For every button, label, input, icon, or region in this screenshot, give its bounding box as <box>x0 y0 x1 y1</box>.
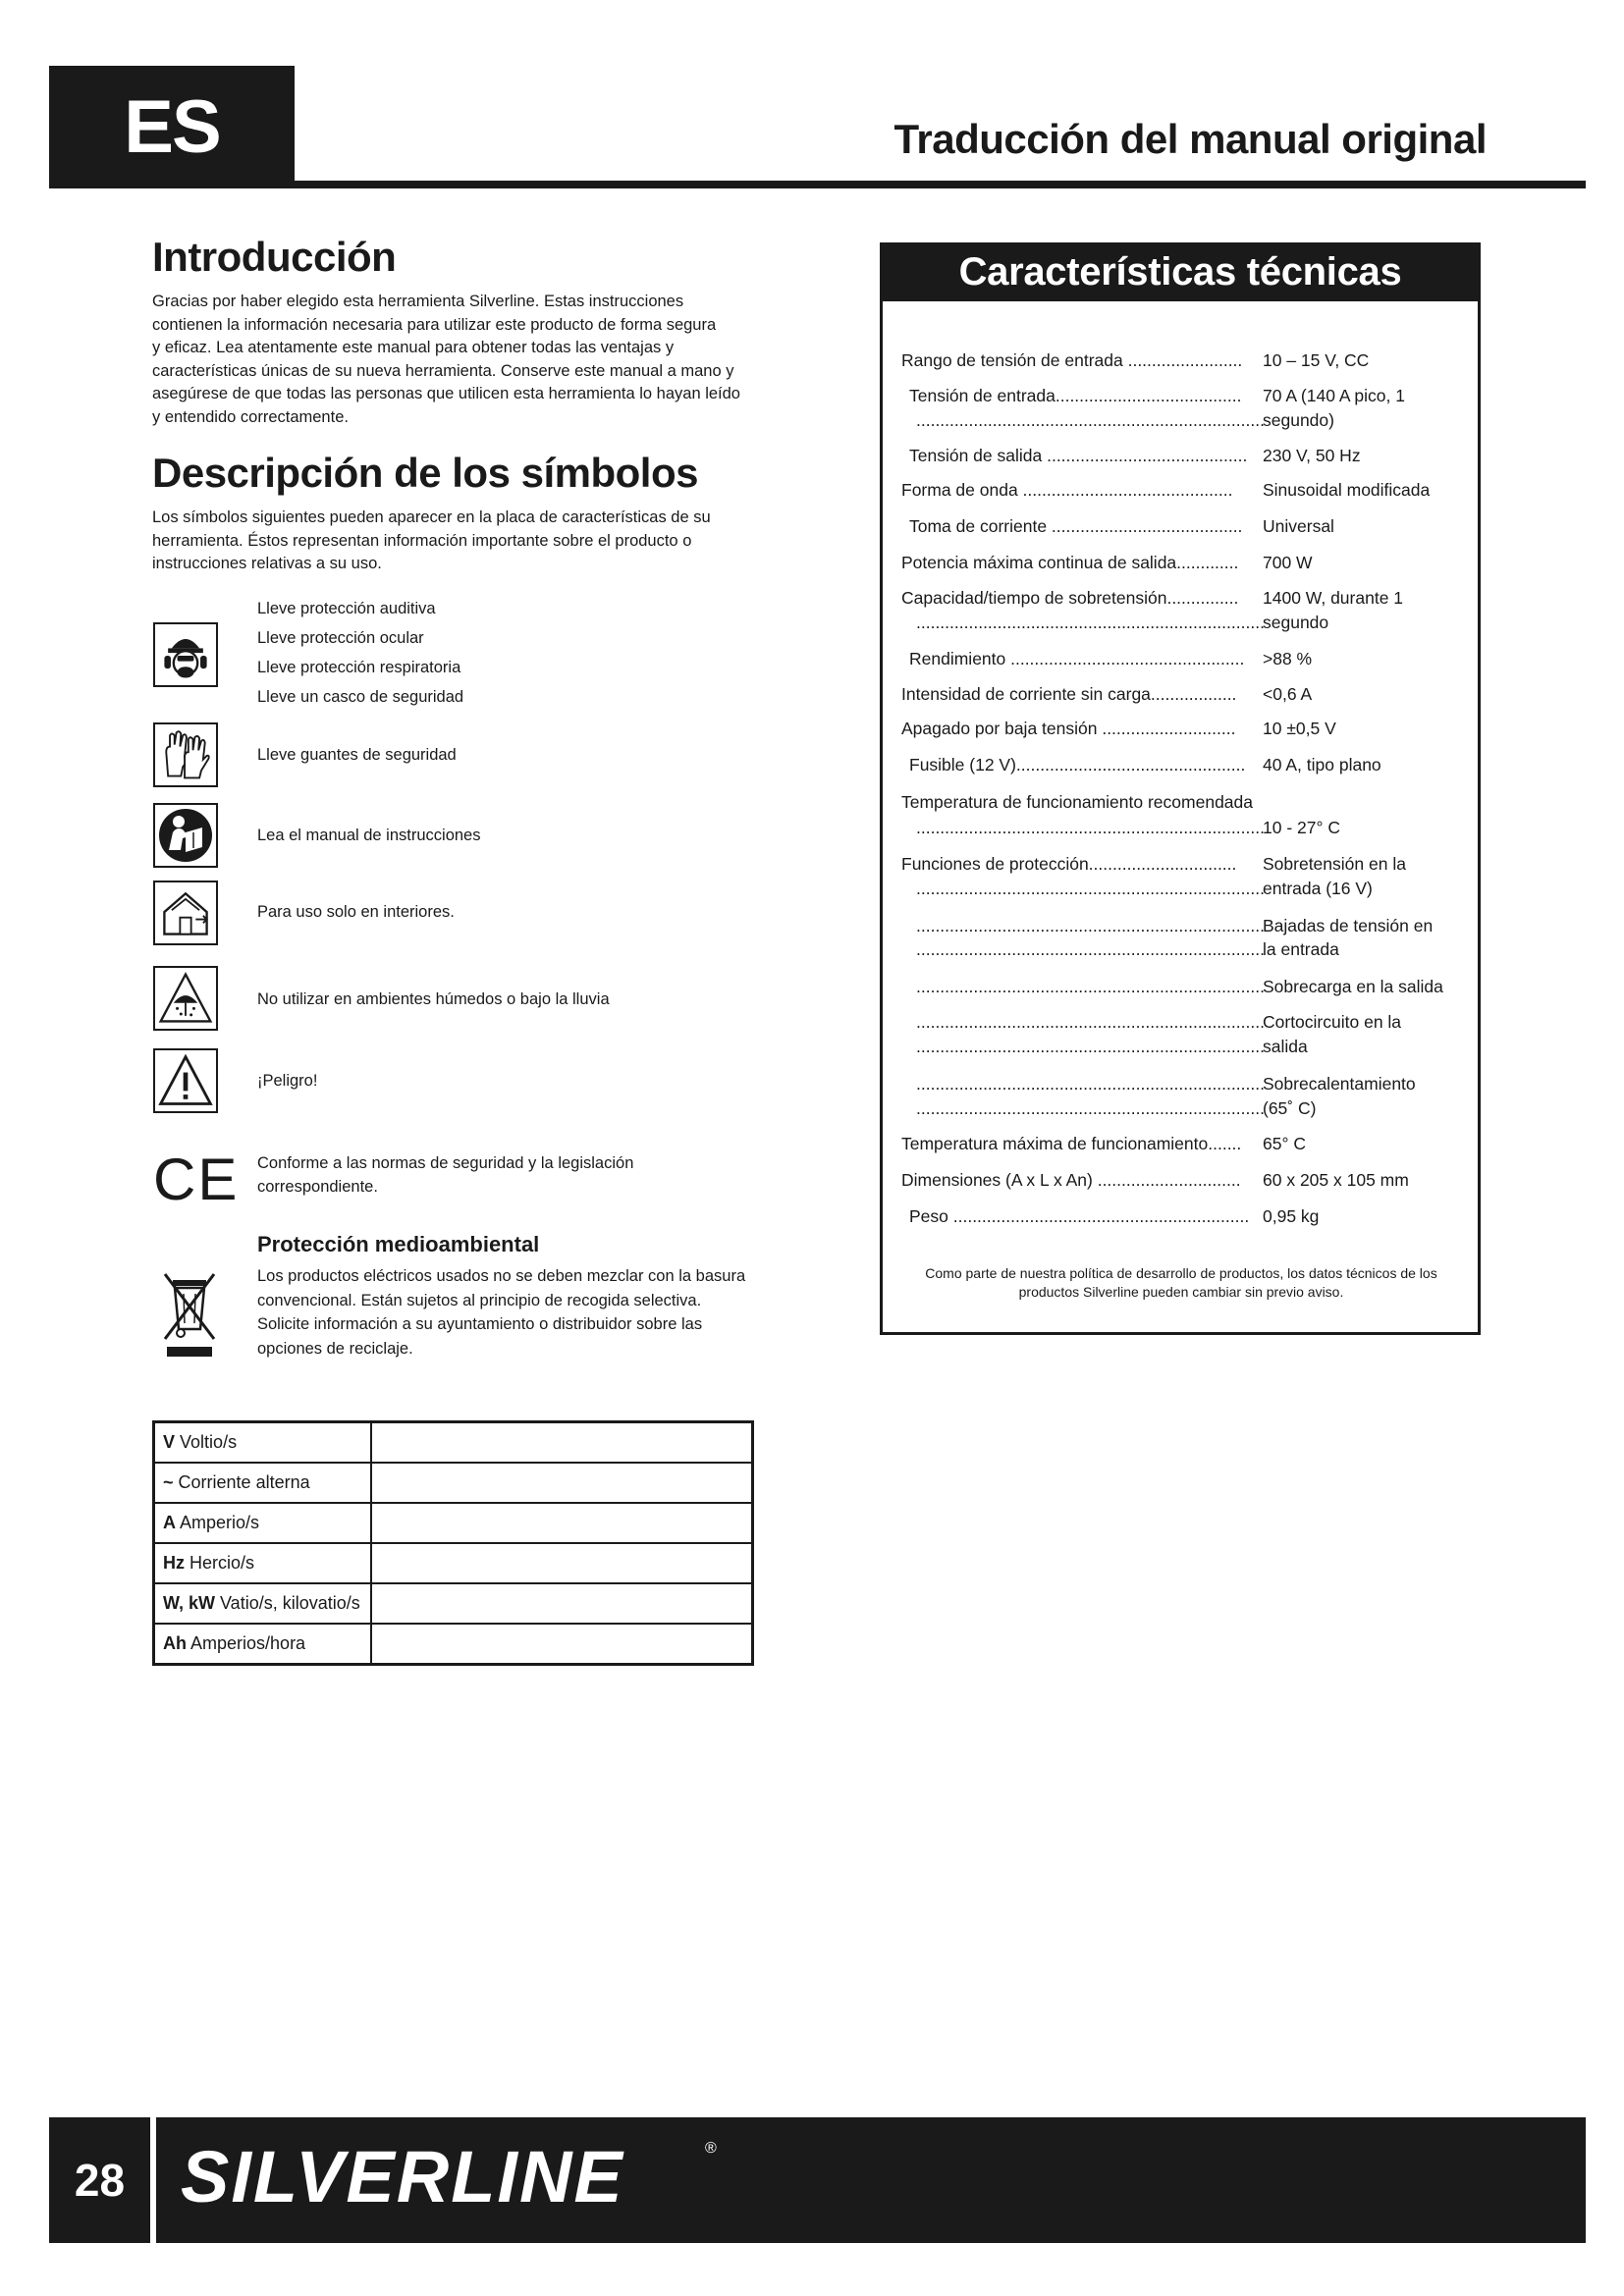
specs-note <box>901 1264 1461 1302</box>
spec-label: ......................................................................... <box>916 1074 1265 1094</box>
units-row <box>154 1422 753 1464</box>
spec-value: 700 W <box>1263 553 1313 572</box>
units-cell <box>154 1463 371 1503</box>
spec-value: Sobretensión en la <box>1263 854 1406 874</box>
ce-line: Conforme a las normas de seguridad y la legislación <box>257 1154 634 1172</box>
indoor-label: Para uso solo en interiores. <box>257 903 455 921</box>
spec-label: ......................................................................... <box>916 977 1265 996</box>
spec-value: 230 V, 50 Hz <box>1263 446 1361 465</box>
spec-label: Peso .............................................................. <box>909 1206 1250 1226</box>
wet-label: No utilizar en ambientes húmedos o bajo la lluvia <box>257 990 610 1008</box>
danger-label: ¡Peligro! <box>257 1072 318 1090</box>
unit-text: Amperios/hora <box>190 1633 306 1653</box>
spec-value: 1400 W, durante 1 <box>1263 588 1404 608</box>
units-table <box>152 1420 754 1666</box>
units-row <box>154 1624 753 1665</box>
no-wet-conditions-icon <box>153 966 218 1031</box>
spec-label: ......................................................................... <box>916 1012 1265 1032</box>
spec-value: 70 A (140 A pico, 1 <box>1263 386 1405 405</box>
page-title: Traducción del manual original <box>893 116 1487 162</box>
page-number: 28 <box>74 2155 126 2206</box>
units-cell-empty <box>371 1463 753 1503</box>
unit-symbol: Hz <box>163 1553 185 1573</box>
environment-text <box>257 1264 745 1361</box>
units-row <box>154 1503 753 1543</box>
ppe-label-helmet: Lleve un casco de seguridad <box>257 688 464 706</box>
spec-value: Sinusoidal modificada <box>1263 480 1431 500</box>
ce-line: correspondiente. <box>257 1177 378 1196</box>
gloves-icon <box>153 722 218 787</box>
spec-label: Intensidad de corriente sin carga.................. <box>901 684 1237 704</box>
units-cell-empty <box>371 1543 753 1583</box>
units-row <box>154 1463 753 1503</box>
units-cell-empty <box>371 1422 753 1464</box>
spec-value: 10 ±0,5 V <box>1263 719 1336 738</box>
spec-value: la entrada <box>1263 939 1339 959</box>
weee-bin-icon <box>157 1264 222 1359</box>
specs-heading: Características técnicas <box>880 242 1481 301</box>
spec-value: 0,95 kg <box>1263 1206 1320 1226</box>
units-cell <box>154 1583 371 1624</box>
spec-value: 60 x 205 x 105 mm <box>1263 1170 1409 1190</box>
environment-line: convencional. Están sujetos al principio de recogida selectiva. <box>257 1291 702 1309</box>
spec-label: ......................................................................... <box>916 410 1265 430</box>
spec-label: Temperatura de funcionamiento recomendada <box>901 792 1253 812</box>
symbols-line: Los símbolos siguientes pueden aparecer en la placa de características de su <box>152 508 711 526</box>
environment-line: opciones de reciclaje. <box>257 1339 413 1358</box>
environment-title: Protección medioambiental <box>257 1232 540 1256</box>
intro-line: características únicas de su nueva herramienta. Conserve este manual a mano y <box>152 361 734 380</box>
spec-value: >88 % <box>1263 649 1313 668</box>
ppe-icon <box>153 622 218 687</box>
unit-text: Amperio/s <box>180 1513 260 1532</box>
spec-value: <0,6 A <box>1263 684 1313 704</box>
spec-label: Potencia máxima continua de salida............. <box>901 553 1239 572</box>
units-cell-empty <box>371 1624 753 1665</box>
spec-value: Sobrecalentamiento <box>1263 1074 1416 1094</box>
spec-label: Tensión de salida .......................................... <box>909 446 1248 465</box>
spec-label: ......................................................................... <box>916 613 1265 632</box>
spec-value: salida <box>1263 1037 1308 1056</box>
spec-label: ......................................................................... <box>916 916 1265 935</box>
symbols-text <box>152 507 781 576</box>
spec-value: segundo <box>1263 613 1329 632</box>
spec-value: 40 A, tipo plano <box>1263 755 1381 774</box>
unit-symbol: W, kW <box>163 1593 215 1613</box>
intro-line: y entendido correctamente. <box>152 407 349 426</box>
spec-label: ......................................................................... <box>916 1037 1265 1056</box>
intro-line: contienen la información necesaria para utilizar este producto de forma segura <box>152 315 717 334</box>
brand-logo: SILVERLINE <box>181 2136 624 2217</box>
spec-label: Toma de corriente ........................................ <box>909 516 1243 536</box>
header-rule <box>49 181 1586 188</box>
specs-note-line: Como parte de nuestra política de desarrollo de productos, los datos técnicos de los <box>925 1265 1437 1281</box>
intro-text <box>152 291 781 429</box>
spec-label: Tensión de entrada....................................... <box>909 386 1242 405</box>
spec-label: Funciones de protección............................... <box>901 854 1237 874</box>
symbols-line: instrucciones relativas a su uso. <box>152 555 382 572</box>
spec-label: ......................................................................... <box>916 818 1265 837</box>
unit-symbol: Ah <box>163 1633 187 1653</box>
read-manual-icon <box>153 803 218 868</box>
unit-text: Voltio/s <box>180 1432 238 1452</box>
units-cell <box>154 1503 371 1543</box>
manual-label: Lea el manual de instrucciones <box>257 827 481 844</box>
units-cell <box>154 1624 371 1665</box>
spec-value: 65° C <box>1263 1134 1306 1153</box>
ppe-label-respiratory: Lleve protección respiratoria <box>257 659 461 676</box>
spec-value: Universal <box>1263 516 1334 536</box>
specs-note-line: productos Silverline pueden cambiar sin previo aviso. <box>1018 1284 1344 1300</box>
unit-text: Corriente alterna <box>178 1472 310 1492</box>
ce-mark-icon: CE <box>153 1147 240 1212</box>
units-cell <box>154 1422 371 1464</box>
symbols-heading: Descripción de los símbolos <box>152 450 698 496</box>
spec-label: Apagado por baja tensión ............................ <box>901 719 1236 738</box>
gloves-label: Lleve guantes de seguridad <box>257 746 457 764</box>
unit-symbol: A <box>163 1513 176 1532</box>
warning-icon <box>153 1048 218 1113</box>
environment-line: Solicite información a su ayuntamiento o distribuidor sobre las <box>257 1315 703 1333</box>
spec-value: 10 - 27° C <box>1263 818 1340 837</box>
spec-label: Dimensiones (A x L x An) .............................. <box>901 1170 1241 1190</box>
spec-label: Rango de tensión de entrada ........................ <box>901 350 1243 370</box>
spec-label: ......................................................................... <box>916 1098 1265 1118</box>
unit-text: Hercio/s <box>189 1553 255 1573</box>
units-cell-empty <box>371 1503 753 1543</box>
spec-label: Forma de onda ............................................ <box>901 480 1233 500</box>
spec-label: Capacidad/tiempo de sobretensión............... <box>901 588 1239 608</box>
ppe-label-eye: Lleve protección ocular <box>257 629 424 647</box>
spec-label: Fusible (12 V)................................................ <box>909 755 1246 774</box>
spec-label: Rendimiento ................................................. <box>909 649 1245 668</box>
spec-value: entrada (16 V) <box>1263 879 1373 898</box>
registered-mark: ® <box>705 2140 717 2157</box>
spec-label: ......................................................................... <box>916 879 1265 898</box>
footer-separator <box>150 2117 156 2243</box>
indoor-use-icon <box>153 881 218 945</box>
units-row <box>154 1543 753 1583</box>
spec-value: segundo) <box>1263 410 1334 430</box>
spec-value: Sobrecarga en la salida <box>1263 977 1443 996</box>
symbols-line: herramienta. Éstos representan información importante sobre el producto o <box>152 531 692 550</box>
spec-value: Cortocircuito en la <box>1263 1012 1402 1032</box>
spec-label: ......................................................................... <box>916 939 1265 959</box>
spec-value: Bajadas de tensión en <box>1263 916 1434 935</box>
ce-text <box>257 1152 633 1199</box>
intro-heading: Introducción <box>152 234 397 280</box>
spec-label: Temperatura máxima de funcionamiento....... <box>901 1134 1242 1153</box>
spec-value: (65˚ C) <box>1263 1098 1317 1118</box>
units-row <box>154 1583 753 1624</box>
spec-value: 10 – 15 V, CC <box>1263 350 1370 370</box>
intro-line: y eficaz. Lea atentamente este manual para obtener todas las ventajas y <box>152 339 675 356</box>
units-cell-empty <box>371 1583 753 1624</box>
unit-text: Vatio/s, kilovatio/s <box>220 1593 360 1613</box>
ppe-labels <box>257 594 463 712</box>
intro-line: asegúrese de que todas las personas que utilicen esta herramienta lo hayan leído <box>152 385 740 402</box>
units-cell <box>154 1543 371 1583</box>
environment-line: Los productos eléctricos usados no se deben mezclar con la basura <box>257 1267 746 1285</box>
intro-line: Gracias por haber elegido esta herramienta Silverline. Estas instrucciones <box>152 293 684 310</box>
unit-symbol: V <box>163 1432 176 1452</box>
ppe-label-hearing: Lleve protección auditiva <box>257 600 436 617</box>
language-code: ES <box>124 85 220 169</box>
unit-symbol: ~ <box>163 1472 174 1492</box>
